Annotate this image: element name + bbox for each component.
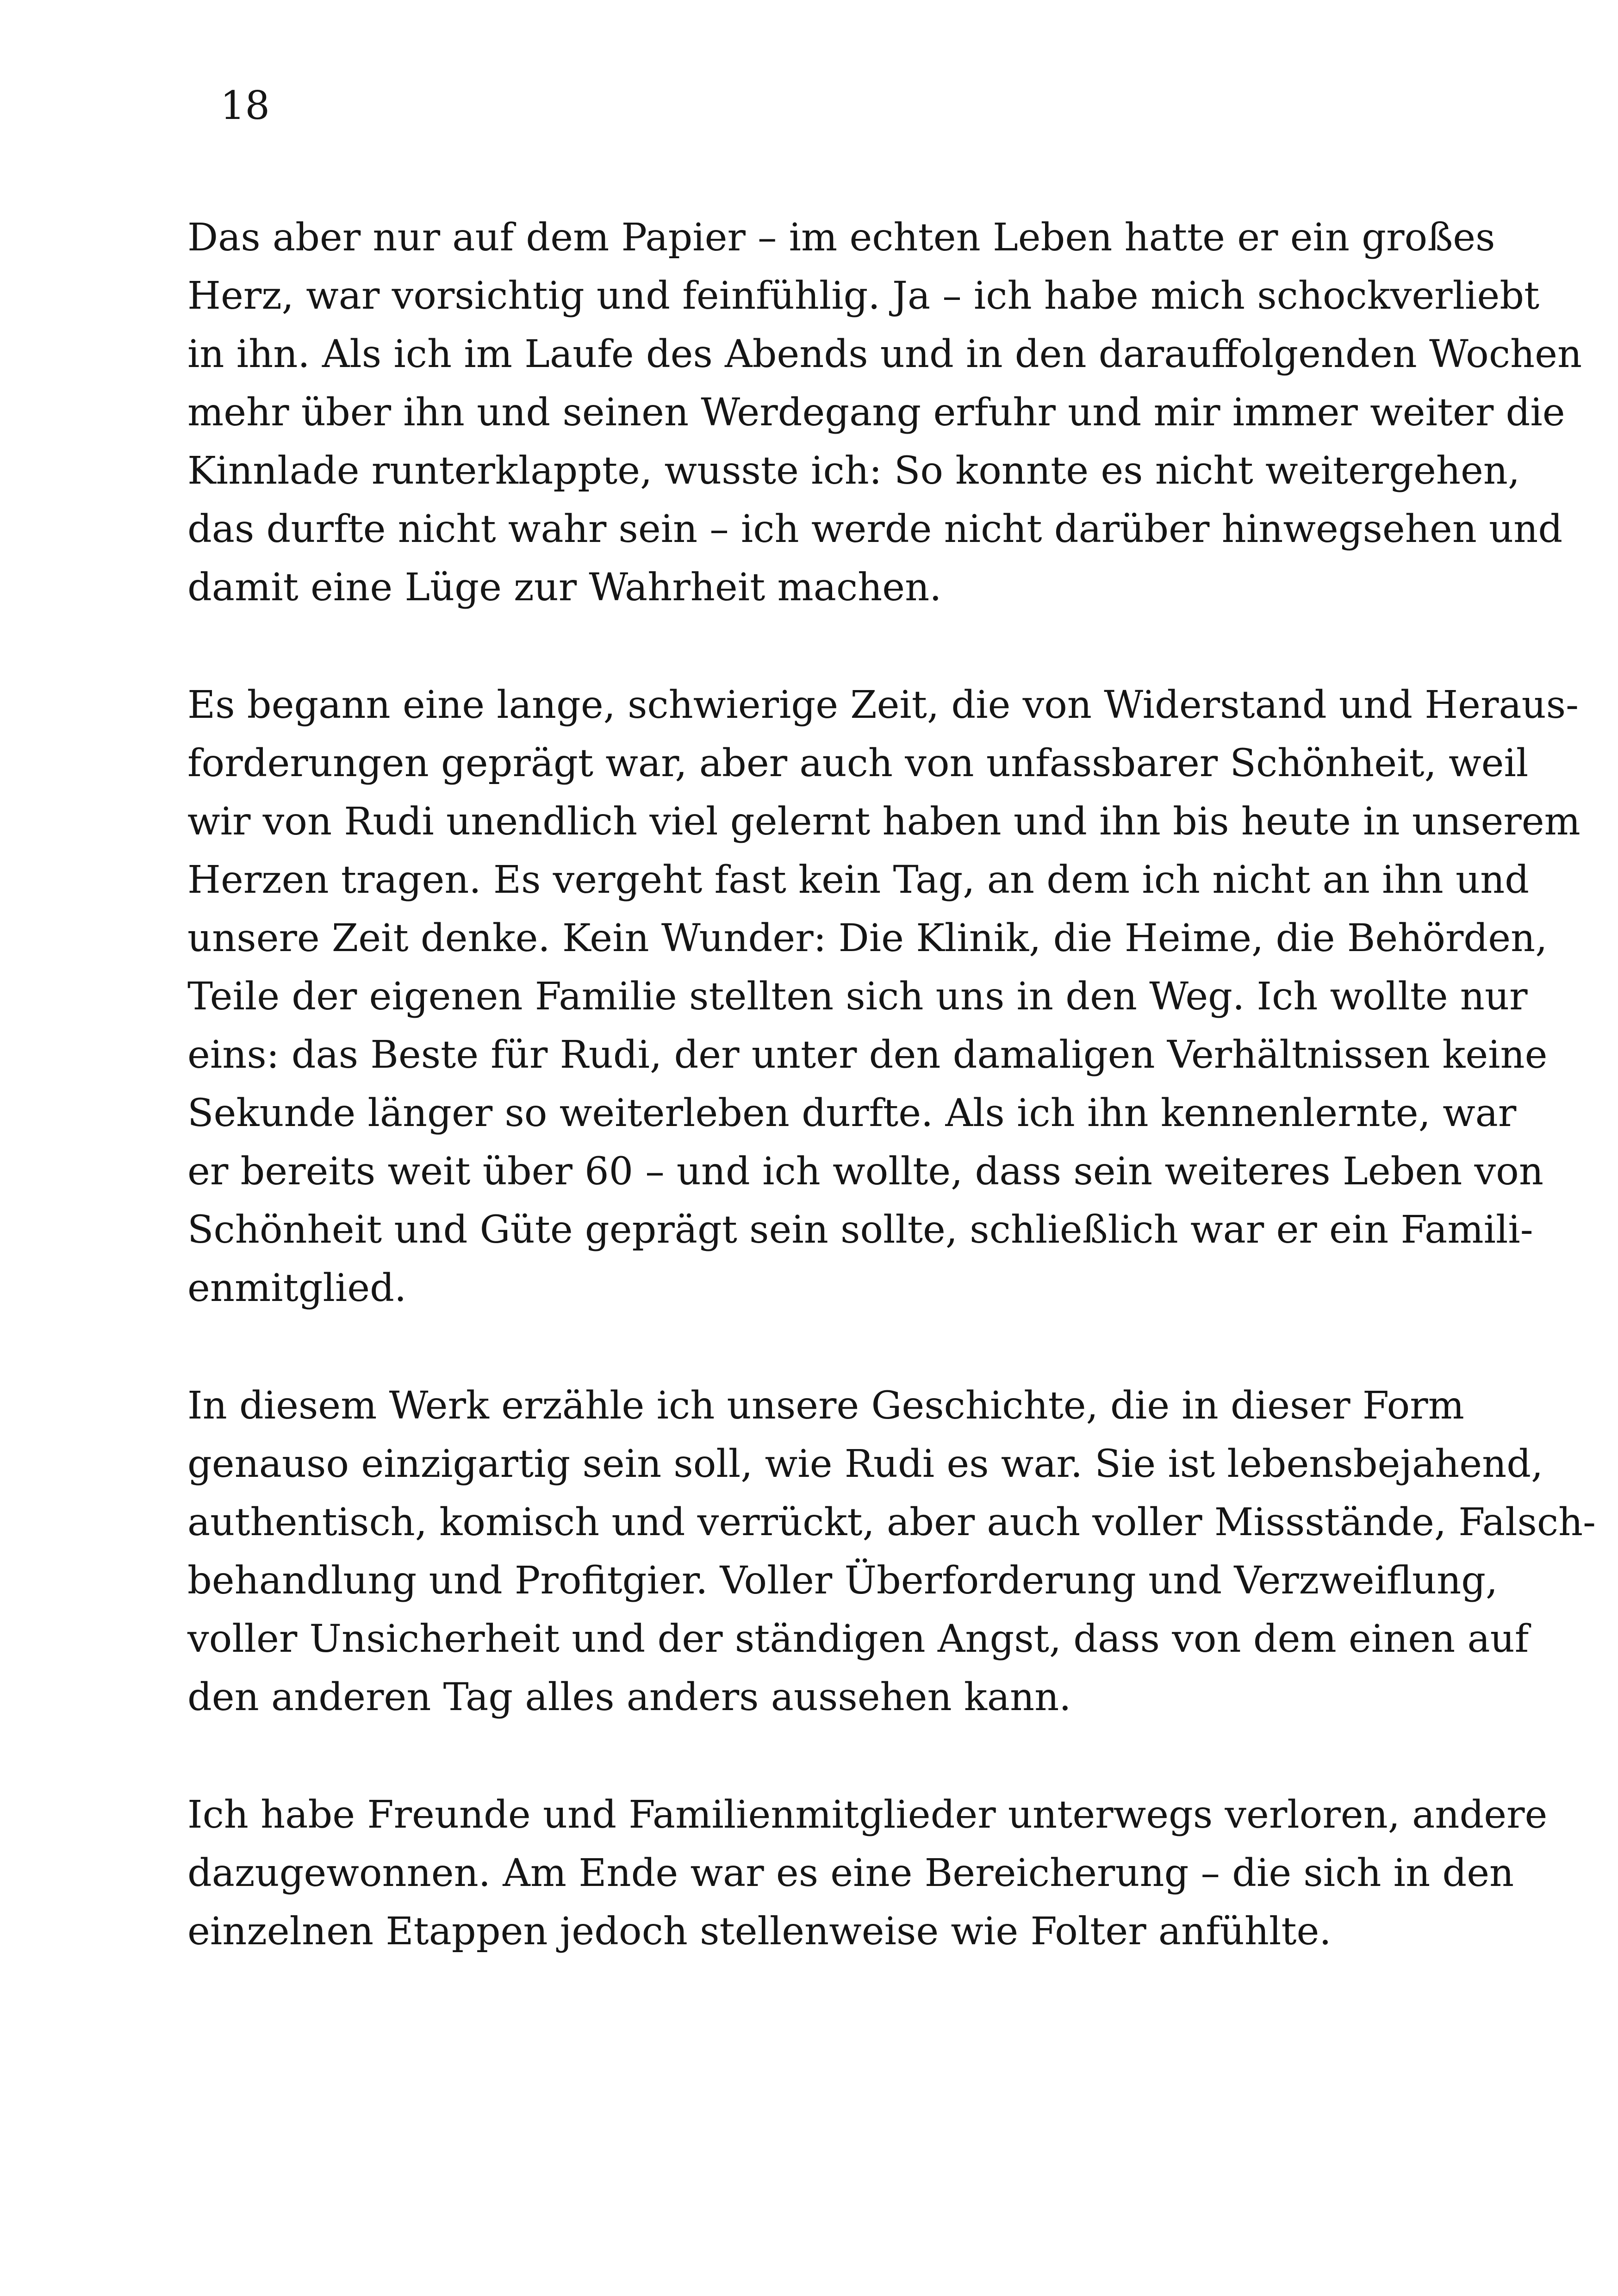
text-line: In diesem Werk erzähle ich unsere Geschichte, die in dieser Form — [187, 1383, 1464, 1428]
text-body — [187, 208, 1596, 2020]
text-line: Kinnlade runterklappte, wusste ich: So konnte es nicht weitergehen, — [187, 448, 1520, 493]
text-line: den anderen Tag alles anders aussehen kann. — [187, 1675, 1071, 1719]
text-line: authentisch, komisch und verrückt, aber auch voller Missstände, Falsch- — [187, 1500, 1596, 1544]
text-line: behandlung und Profitgier. Voller Überforderung und Verzweiflung, — [187, 1558, 1498, 1603]
paragraph — [187, 1376, 1596, 1726]
text-line: enmitglied. — [187, 1266, 407, 1310]
paragraph — [187, 676, 1581, 1317]
text-line: damit eine Lüge zur Wahrheit machen. — [187, 565, 942, 610]
text-line: Herzen tragen. Es vergeht fast kein Tag, an dem ich nicht an ihn und — [187, 858, 1530, 902]
text-line: Teile der eigenen Familie stellten sich uns in den Weg. Ich wollte nur — [187, 974, 1528, 1019]
text-line: mehr über ihn und seinen Werdegang erfuhr und mir immer weiter die — [187, 390, 1565, 435]
text-line: forderungen geprägt war, aber auch von unfassbarer Schönheit, weil — [187, 741, 1529, 785]
text-line: einzelnen Etappen jedoch stellenweise wie Folter anfühlte. — [187, 1909, 1332, 1954]
paragraph — [187, 208, 1582, 616]
text-line: in ihn. Als ich im Laufe des Abends und in den darauffolgenden Wochen — [187, 332, 1582, 376]
text-line: wir von Rudi unendlich viel gelernt haben und ihn bis heute in unserem — [187, 799, 1581, 844]
text-line: eins: das Beste für Rudi, der unter den damaligen Verhältnissen keine — [187, 1033, 1548, 1077]
text-line: Sekunde länger so weiterleben durfte. Als ich ihn kennenlernte, war — [187, 1091, 1517, 1135]
text-line: Schönheit und Güte geprägt sein sollte, schließlich war er ein Famili- — [187, 1207, 1533, 1252]
text-line: das durfte nicht wahr sein – ich werde nicht darüber hinwegsehen und — [187, 507, 1563, 551]
text-line: Herz, war vorsichtig und feinfühlig. Ja – ich habe mich schockverliebt — [187, 274, 1540, 318]
text-line: voller Unsicherheit und der ständigen Angst, dass von dem einen auf — [187, 1617, 1529, 1661]
text-line: er bereits weit über 60 – und ich wollte, dass sein weiteres Leben von — [187, 1149, 1543, 1194]
text-line: unsere Zeit denke. Kein Wunder: Die Klinik, die Heime, die Behörden, — [187, 916, 1548, 960]
text-line: dazugewonnen. Am Ende war es eine Bereicherung – die sich in den — [187, 1851, 1514, 1895]
text-line: Ich habe Freunde und Familienmitglieder unterwegs verloren, andere — [187, 1792, 1548, 1837]
page-number: 18 — [220, 83, 270, 128]
text-line: Das aber nur auf dem Papier – im echten Leben hatte er ein großes — [187, 215, 1495, 260]
paragraph — [187, 1786, 1548, 1960]
text-line: genauso einzigartig sein soll, wie Rudi es war. Sie ist lebensbejahend, — [187, 1442, 1543, 1486]
text-line: Es begann eine lange, schwierige Zeit, die von Widerstand und Heraus- — [187, 683, 1579, 727]
